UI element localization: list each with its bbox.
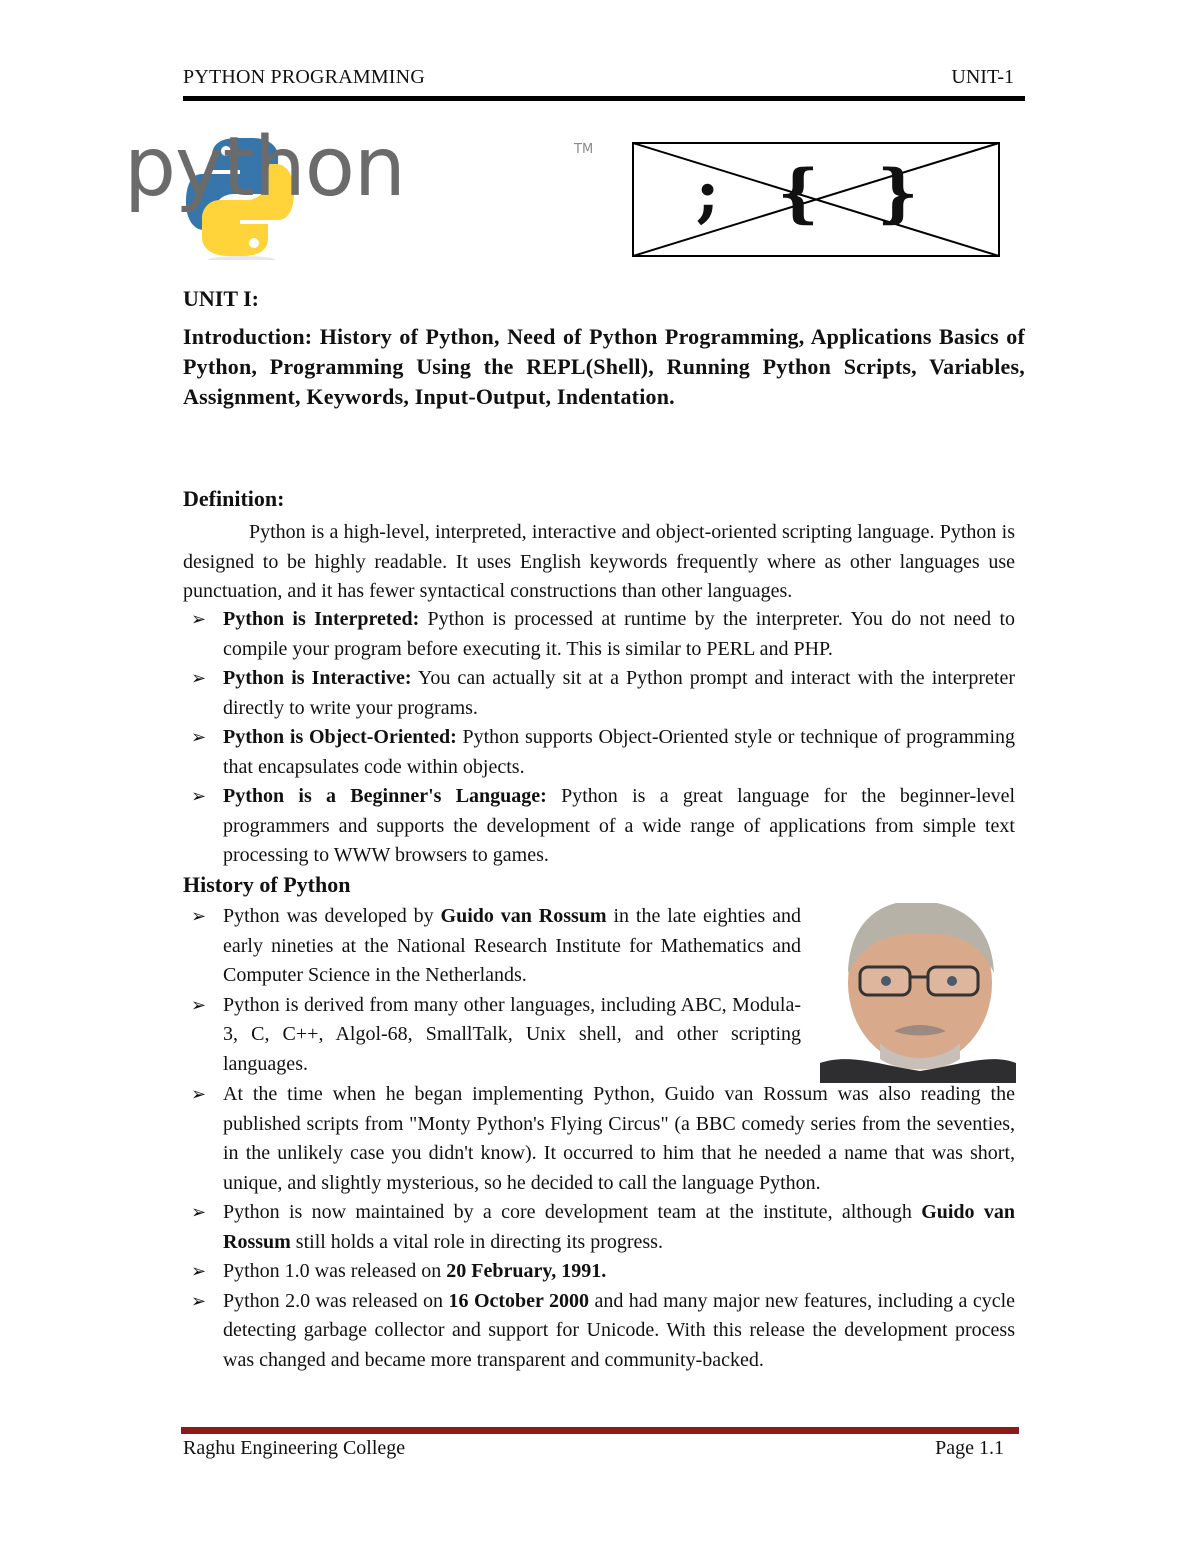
definition-heading: Definition:	[183, 486, 285, 511]
definition-list	[183, 605, 1015, 871]
arrow-bullet-icon: ➢	[191, 906, 207, 927]
list-item	[183, 1080, 1015, 1198]
header-title: PYTHON PROGRAMMING	[183, 66, 425, 88]
arrow-bullet-icon: ➢	[191, 1290, 207, 1312]
item-term: Python is Interpreted:	[223, 608, 420, 630]
item-text: Python is derived from many other languages, including ABC, Modula-3, C, C++, Algol-68, SmallTalk, Unix shell, and other scripting languages.	[223, 993, 801, 1075]
list-item	[183, 902, 801, 991]
arrow-bullet-icon: ➢	[191, 668, 207, 689]
item-emphasis: Guido van Rossum	[440, 905, 607, 927]
arrow-bullet-icon: ➢	[191, 786, 207, 807]
list-item	[183, 782, 1015, 871]
item-text: Python supports Object-Oriented style or technique of programming that encapsulates code within objects.	[223, 726, 1016, 778]
footer-rule	[181, 1427, 1019, 1434]
item-text: Python is processed at runtime by the interpreter. You do not need to compile your program before executing it. This is similar to PERL and PHP.	[223, 608, 1015, 660]
list-item	[183, 723, 1015, 782]
item-term: Python is Object-Oriented:	[223, 726, 457, 748]
arrow-bullet-icon: ➢	[191, 1202, 207, 1223]
item-text: in the late eighties and early nineties at the National Research Institute for Mathematics and Computer Science in the Netherlands.	[223, 905, 801, 986]
history-heading: History of Python	[183, 872, 351, 897]
list-item	[183, 991, 801, 1080]
arrow-bullet-icon: ➢	[191, 1084, 207, 1105]
list-item	[183, 605, 1015, 664]
item-emphasis: 20 February, 1991.	[446, 1260, 607, 1282]
history-list-bottom	[183, 1080, 1015, 1375]
list-item	[183, 1287, 1015, 1376]
footer-page-number: Page 1.1	[935, 1437, 1004, 1459]
unit-title: UNIT I:	[183, 286, 260, 311]
definition-paragraph: Python is a high-level, interpreted, interactive and object-oriented scripting language. Python is designed to be highly readable. It uses English keywords frequently where as other languages use punctuation, and it has fewer syntactical constructions than other languages.	[183, 521, 1015, 602]
header-unit: UNIT-1	[951, 66, 1014, 88]
item-emphasis: 16 October 2000	[448, 1289, 589, 1312]
list-item	[183, 1257, 1015, 1287]
item-text: and had many major new features, including a cycle detecting garbage collector and support for Unicode. With this release the development process was changed and became more transparent and community-backed.	[223, 1289, 1016, 1371]
list-item	[183, 1198, 1015, 1257]
symbol-box-text: ; { }	[695, 156, 937, 231]
item-text: still holds a vital role in directing its progress.	[290, 1230, 663, 1253]
item-term: Python is a Beginner's Language:	[223, 785, 547, 807]
list-item	[183, 664, 1015, 723]
item-text: You can actually sit at a Python prompt and interact with the interpreter directly to write your programs.	[223, 667, 1015, 719]
item-text: At the time when he began implementing Python, Guido van Rossum was also reading the published scripts from "Monty Python's Flying Circus" (a BBC comedy series from the seventies, in the unlikely case you didn't know). It occurred to him that he needed a name that was short, unique, and slightly mysterious, so he decided to call the language Python.	[223, 1083, 1015, 1194]
item-emphasis: Guido van Rossum	[223, 1201, 1015, 1253]
item-text: Python is a great language for the beginner-level programmers and supports the development of a wide range of applications from simple text processing to WWW browsers to games.	[223, 785, 1016, 866]
item-term: Python is Interactive:	[223, 667, 412, 689]
item-text: Python is now maintained by a core development team at the institute, although	[223, 1201, 922, 1223]
item-text: Python 2.0 was released on	[223, 1289, 449, 1312]
arrow-bullet-icon: ➢	[191, 727, 207, 748]
item-text: Python was developed by	[223, 905, 441, 927]
python-wordmark: python	[124, 120, 405, 215]
footer-college: Raghu Engineering College	[183, 1437, 406, 1459]
item-text: Python 1.0 was released on	[223, 1260, 447, 1282]
header-rule	[183, 96, 1025, 101]
guido-portrait-image	[820, 903, 1016, 1083]
arrow-bullet-icon: ➢	[191, 994, 207, 1016]
unit-intro: Introduction: History of Python, Need of Python Programming, Applications Basics of Python, Programming Using the REPL(Shell), Running Python Scripts, Variables, Assignment, Keywords, Input-Output, Indentation.	[183, 324, 1025, 409]
arrow-bullet-icon: ➢	[191, 1261, 207, 1282]
arrow-bullet-icon: ➢	[191, 609, 207, 630]
trademark-label: TM	[574, 142, 594, 157]
